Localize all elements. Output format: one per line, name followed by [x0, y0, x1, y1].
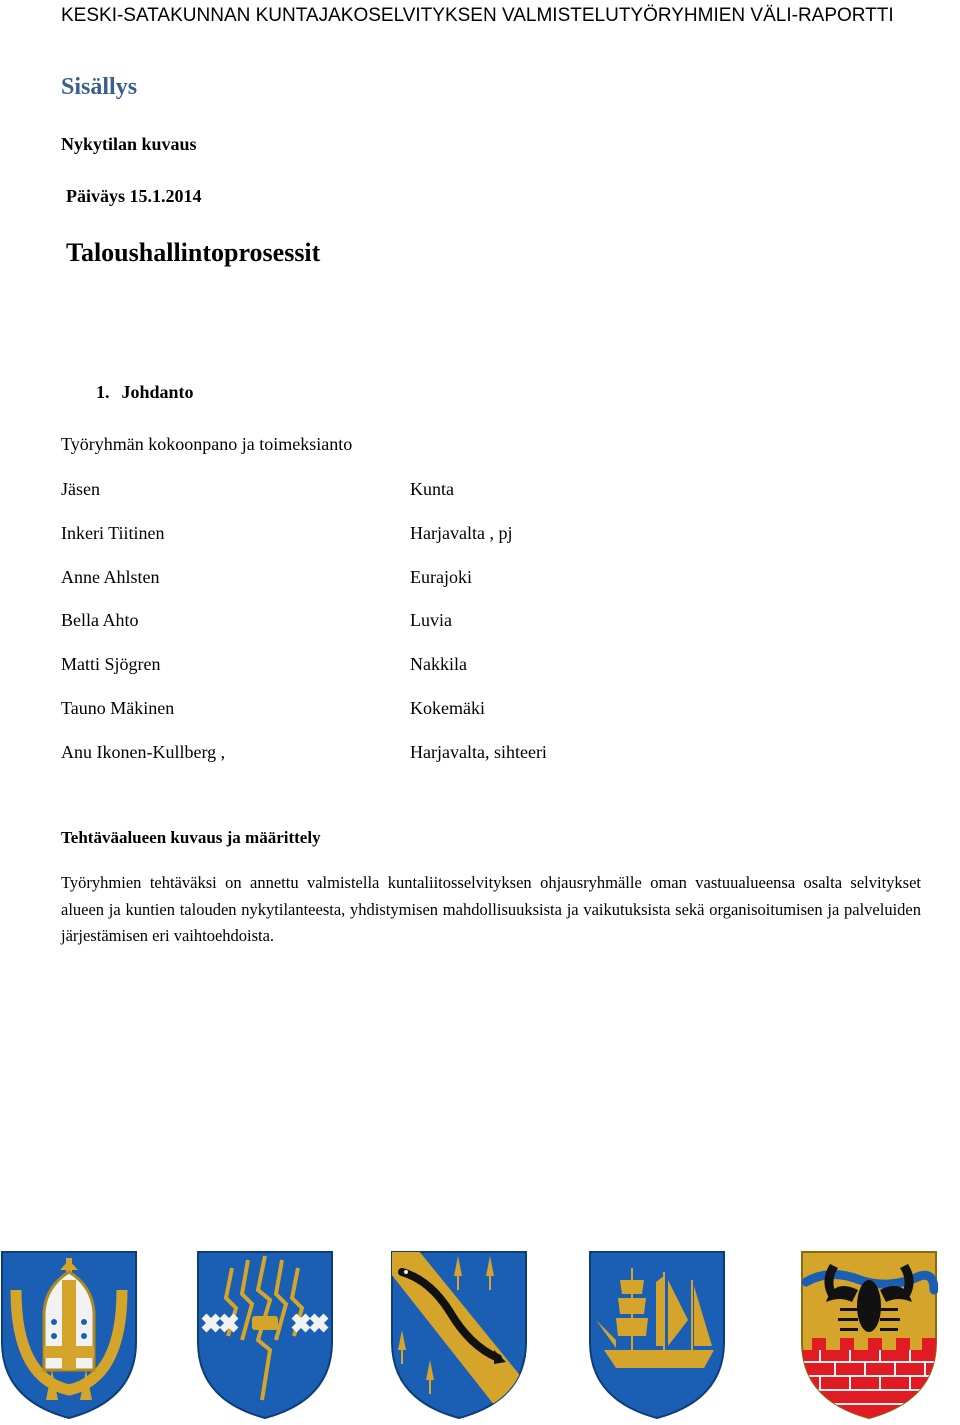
process-title: Taloushallintoprosessit	[66, 238, 321, 267]
member-name: Anne Ahlsten	[61, 566, 160, 587]
member-name: Tauno Mäkinen	[61, 697, 175, 718]
intro-title: Johdanto	[121, 382, 194, 402]
group-heading: Työryhmän kokoonpano ja toimeksianto	[61, 434, 353, 454]
member-municipality: Harjavalta , pj	[410, 522, 513, 543]
member-municipality: Luvia	[410, 610, 452, 631]
task-paragraph: Työryhmien tehtäväksi on annettu valmistella kuntaliitosselvityksen ohjausryhmälle oman vastuualueensa osalta selvitykset alueen ja kuntien talouden nykytilanteesta, yhdistymisen mahdollisuuksista ja vaikutuksista sekä organisoitumisen ja palveluiden järjestämisen eri vaihtoehdoista.	[61, 873, 921, 945]
member-name: Anu Ikonen-Kullberg ,	[61, 741, 226, 762]
column-header-member: Jäsen	[61, 479, 100, 499]
member-municipality: Harjavalta, sihteeri	[410, 741, 547, 762]
column-header-municipality: Kunta	[410, 479, 454, 499]
mitre-crest-icon	[0, 1250, 138, 1420]
member-name: Matti Sjögren	[61, 654, 161, 675]
eel-crest-icon	[390, 1250, 528, 1420]
task-heading: Tehtäväalueen kuvaus ja määrittely	[61, 828, 321, 847]
intro-number: 1.	[96, 382, 110, 402]
crayfish-crest-icon	[800, 1250, 938, 1420]
section-subheading: Nykytilan kuvaus	[61, 134, 197, 154]
document-title: KESKI-SATAKUNNAN KUNTAJAKOSELVITYKSEN VALMISTELUTYÖRYHMIEN VÄLI-RAPORTTI	[61, 5, 894, 26]
members-column	[61, 478, 225, 785]
intro-heading	[96, 382, 194, 403]
municipality-column	[410, 478, 547, 785]
toc-heading: Sisällys	[61, 74, 138, 100]
member-municipality: Kokemäki	[410, 697, 485, 718]
member-municipality: Eurajoki	[410, 566, 472, 587]
date-line: Päiväys 15.1.2014	[66, 186, 202, 206]
member-municipality: Nakkila	[410, 654, 467, 675]
member-name: Bella Ahto	[61, 610, 139, 631]
ship-crest-icon	[588, 1250, 726, 1420]
lightning-crest-icon	[196, 1250, 334, 1420]
member-name: Inkeri Tiitinen	[61, 522, 165, 543]
